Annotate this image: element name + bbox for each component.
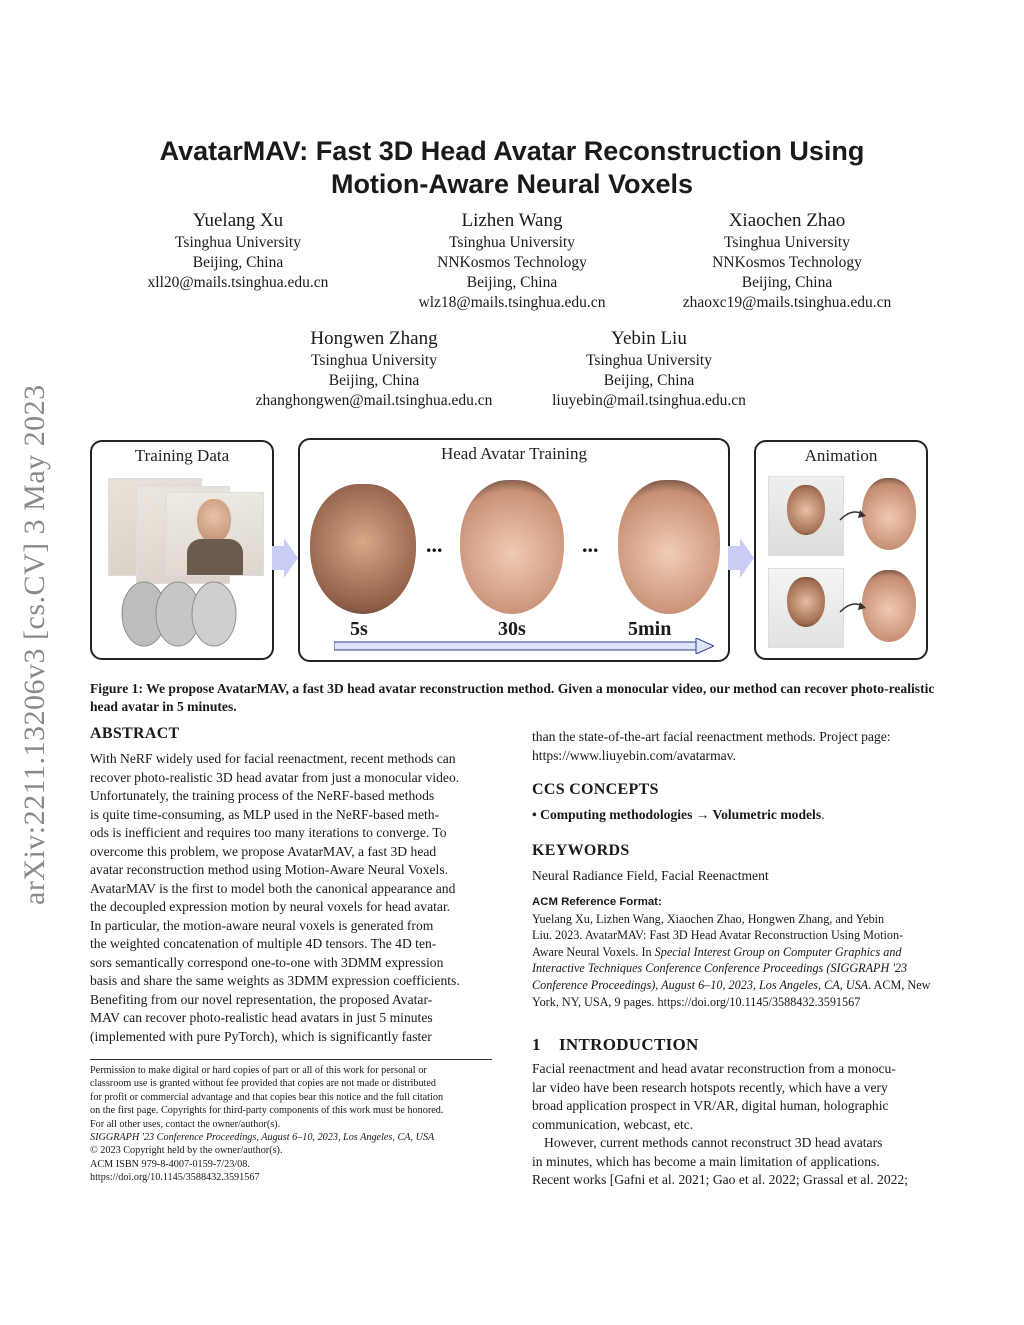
animation-panel: [754, 440, 928, 660]
time-label: 5s: [350, 618, 368, 640]
training-frame-image: [166, 492, 264, 576]
author-affiliation: Tsinghua University: [449, 234, 575, 251]
abstract-line: MAV can recover photo-realistic head avatars in just 5 minutes: [90, 1010, 433, 1025]
abstract-heading: ABSTRACT: [90, 725, 180, 742]
ccs-item: Computing methodologies: [540, 807, 693, 822]
avatar-face-30s: [460, 480, 564, 614]
author-affiliation: Tsinghua University: [724, 234, 850, 251]
isbn-line: ACM ISBN 979-8-4007-0159-7/23/08.: [90, 1158, 250, 1170]
intro-line: Facial reenactment and head avatar reconstruction from a monocu-: [532, 1061, 896, 1076]
face-image: [787, 485, 825, 535]
author-location: Beijing, China: [603, 372, 695, 389]
flow-arrow-icon: [728, 538, 754, 578]
acm-ref-heading: ACM Reference Format:: [532, 896, 662, 908]
abstract-line: avatar reconstruction method using Motion-Aware Neural Voxels.: [90, 862, 449, 877]
author-email: xll20@mails.tsinghua.edu.cn: [147, 274, 329, 291]
author-location: Beijing, China: [741, 274, 833, 291]
author-block: [534, 327, 764, 411]
project-page-link[interactable]: https://www.liuyebin.com/avatarmav.: [532, 747, 736, 763]
author-name: Yebin Liu: [611, 328, 687, 349]
acm-ref-line: Interactive Techniques Conference Conference Proceedings (SIGGRAPH '23: [532, 961, 908, 976]
permission-line: classroom use is granted without fee provided that copies are not made or distributed: [90, 1078, 436, 1090]
abstract-continued: [532, 728, 936, 765]
author-block: [662, 209, 912, 313]
abstract-line: than the state-of-the-art facial reenactment methods. Project page:: [532, 729, 891, 744]
animation-title: Animation: [804, 446, 878, 465]
copyright-line: © 2023 Copyright held by the owner/author(s).: [90, 1145, 283, 1157]
author-name: Lizhen Wang: [461, 210, 563, 231]
acm-ref-line: Conference Proceedings), August 6–10, 2023, Los Angeles, CA, USA: [532, 977, 869, 992]
3dmm-mesh-image: [114, 576, 254, 650]
abstract-line: ods is inefficient and requires too many iterations to converge. To: [90, 825, 447, 840]
acm-ref-line: . ACM, New: [868, 977, 931, 992]
figure-caption: Figure 1: We propose AvatarMAV, a fast 3D head avatar reconstruction method. Given a monocular video, our method can recover photo-realistic head avatar in 5 minutes.: [90, 681, 935, 714]
intro-line: However, current methods cannot reconstruct 3D head avatars: [544, 1135, 883, 1150]
venue-line: SIGGRAPH '23 Conference Proceedings, August 6–10, 2023, Los Angeles, CA, USA: [90, 1132, 435, 1144]
reenacted-face-image: [862, 478, 916, 550]
author-affiliation: Tsinghua University: [311, 352, 437, 369]
acm-reference: [532, 894, 936, 1010]
abstract-line: Unfortunately, the training process of the NeRF-based methods: [90, 788, 435, 803]
bullet-glyph: •: [532, 807, 537, 822]
permission-line: For all other uses, contact the owner/author(s).: [90, 1118, 281, 1130]
title-line-2: Motion-Aware Neural Voxels: [330, 169, 694, 199]
paper-title: [90, 135, 934, 201]
author-block: [118, 209, 358, 293]
abstract-line: Benefiting from our novel representation, the proposed Avatar-: [90, 991, 433, 1007]
author-affiliation: Tsinghua University: [175, 234, 301, 251]
abstract-line: (implemented with pure PyTorch), which is significantly faster: [90, 1028, 432, 1044]
abstract-line: overcome this problem, we propose AvatarMAV, a fast 3D head: [90, 843, 437, 859]
abstract-line: the decoupled expression motion by neural voxels for head avatar.: [90, 899, 451, 914]
ccs-concepts: [532, 806, 936, 825]
keywords-heading: KEYWORDS: [532, 842, 630, 859]
intro-line: in minutes, which has become a main limitation of applications.: [532, 1153, 880, 1169]
acm-ref-line: Special Interest Group on Computer Graphics and: [654, 944, 902, 959]
abstract-line: is quite time-consuming, as MLP used in the NeRF-based meth-: [90, 806, 440, 822]
author-location: Beijing, China: [466, 274, 558, 291]
author-location: Beijing, China: [192, 254, 284, 271]
acm-ref-line: Aware Neural Voxels. In: [532, 944, 655, 959]
abstract-line: AvatarMAV is the first to model both the canonical appearance and: [90, 880, 456, 896]
time-label: 30s: [498, 618, 526, 640]
author-location: Beijing, China: [328, 372, 420, 389]
avatar-face-5s: [310, 484, 416, 614]
title-line-1: AvatarMAV: Fast 3D Head Avatar Reconstruction Using: [159, 136, 865, 166]
curved-arrow-icon: [838, 508, 866, 524]
author-block: [392, 209, 632, 313]
permission-notice: [90, 1064, 500, 1185]
curved-arrow-icon: [838, 600, 866, 616]
driving-actor-image: [768, 476, 844, 556]
avatar-face-5min: [618, 480, 720, 614]
author-email: wlz18@mails.tsinghua.edu.cn: [418, 294, 606, 311]
intro-line: lar video have been research hotspots recently, which have a very: [532, 1079, 888, 1095]
intro-line: broad application prospect in VR/AR, digital human, holographic: [532, 1098, 889, 1113]
head-avatar-training-title: Head Avatar Training: [440, 444, 588, 463]
ellipsis-text: ...: [582, 532, 599, 557]
abstract-line: With NeRF widely used for facial reenactment, recent methods can: [90, 751, 456, 766]
author-name: Yuelang Xu: [192, 210, 284, 231]
permission-line: Permission to make digital or hard copies of part or all of this work for personal or: [90, 1065, 427, 1076]
keywords-text: Neural Radiance Field, Facial Reenactment: [532, 868, 769, 883]
teaser-figure: [90, 438, 928, 662]
timeline-arrow-icon: [334, 638, 714, 654]
permission-line: for profit or commercial advantage and that copies bear this notice and the full citation: [90, 1091, 444, 1103]
intro-line: Recent works [Gafni et al. 2021; Gao et al. 2022; Grassal et al. 2022;: [532, 1172, 908, 1187]
acm-ref-line: Yuelang Xu, Lizhen Wang, Xiaochen Zhao, Hongwen Zhang, and Yebin: [532, 911, 885, 926]
doi-link[interactable]: https://doi.org/10.1145/3588432.3591567: [90, 1172, 260, 1184]
face-image: [197, 499, 231, 543]
author-affiliation: NNKosmos Technology: [437, 254, 587, 271]
arxiv-stamp: arXiv:2211.13206v3 [cs.CV] 3 May 2023: [18, 384, 51, 905]
permission-line: on the first page. Copyrights for third-party components of this work must be honored.: [90, 1105, 444, 1117]
author-affiliation: NNKosmos Technology: [712, 254, 862, 271]
arrow-glyph: →: [695, 807, 710, 822]
abstract-line: sors semantically correspond one-to-one with 3DMM expression: [90, 954, 444, 970]
ccs-heading: CCS CONCEPTS: [532, 781, 659, 798]
ellipsis-text: ...: [426, 532, 443, 557]
introduction-heading: 1 INTRODUCTION: [532, 1035, 699, 1054]
flow-arrow-icon: [272, 538, 298, 578]
abstract-line: In particular, the motion-aware neural voxels is generated from: [90, 917, 434, 933]
footnote-divider: [90, 1059, 492, 1060]
author-name: Hongwen Zhang: [310, 328, 438, 349]
training-data-panel: [90, 440, 274, 660]
face-image: [787, 577, 825, 627]
head-avatar-training-panel: [298, 438, 730, 662]
intro-line: communication, webcast, etc.: [532, 1116, 694, 1132]
author-affiliation: Tsinghua University: [586, 352, 712, 369]
ccs-period: .: [821, 807, 825, 822]
author-name: Xiaochen Zhao: [728, 210, 846, 231]
abstract-line: recover photo-realistic 3D head avatar from just a monocular video.: [90, 769, 460, 785]
training-data-title: Training Data: [134, 446, 230, 465]
time-label: 5min: [628, 618, 672, 640]
author-email: zhaoxc19@mails.tsinghua.edu.cn: [682, 294, 892, 311]
ccs-item: Volumetric models: [712, 807, 822, 822]
abstract-body: [90, 750, 492, 1046]
body-image: [187, 539, 243, 575]
introduction-body: [532, 1060, 936, 1190]
abstract-line: the weighted concatenation of multiple 4D tensors. The 4D ten-: [90, 936, 437, 951]
abstract-line: basis and share the same weights as 3DMM expression coefficients.: [90, 973, 460, 988]
acm-ref-line: York, NY, USA, 9 pages. https://doi.org/10.1145/3588432.3591567: [532, 994, 861, 1009]
author-email: zhanghongwen@mail.tsinghua.edu.cn: [255, 392, 493, 409]
author-block: [240, 327, 508, 411]
driving-actor-image: [768, 568, 844, 648]
author-email: liuyebin@mail.tsinghua.edu.cn: [552, 392, 746, 409]
acm-ref-line: Liu. 2023. AvatarMAV: Fast 3D Head Avatar Reconstruction Using Motion-: [532, 928, 904, 943]
reenacted-face-image: [862, 570, 916, 642]
